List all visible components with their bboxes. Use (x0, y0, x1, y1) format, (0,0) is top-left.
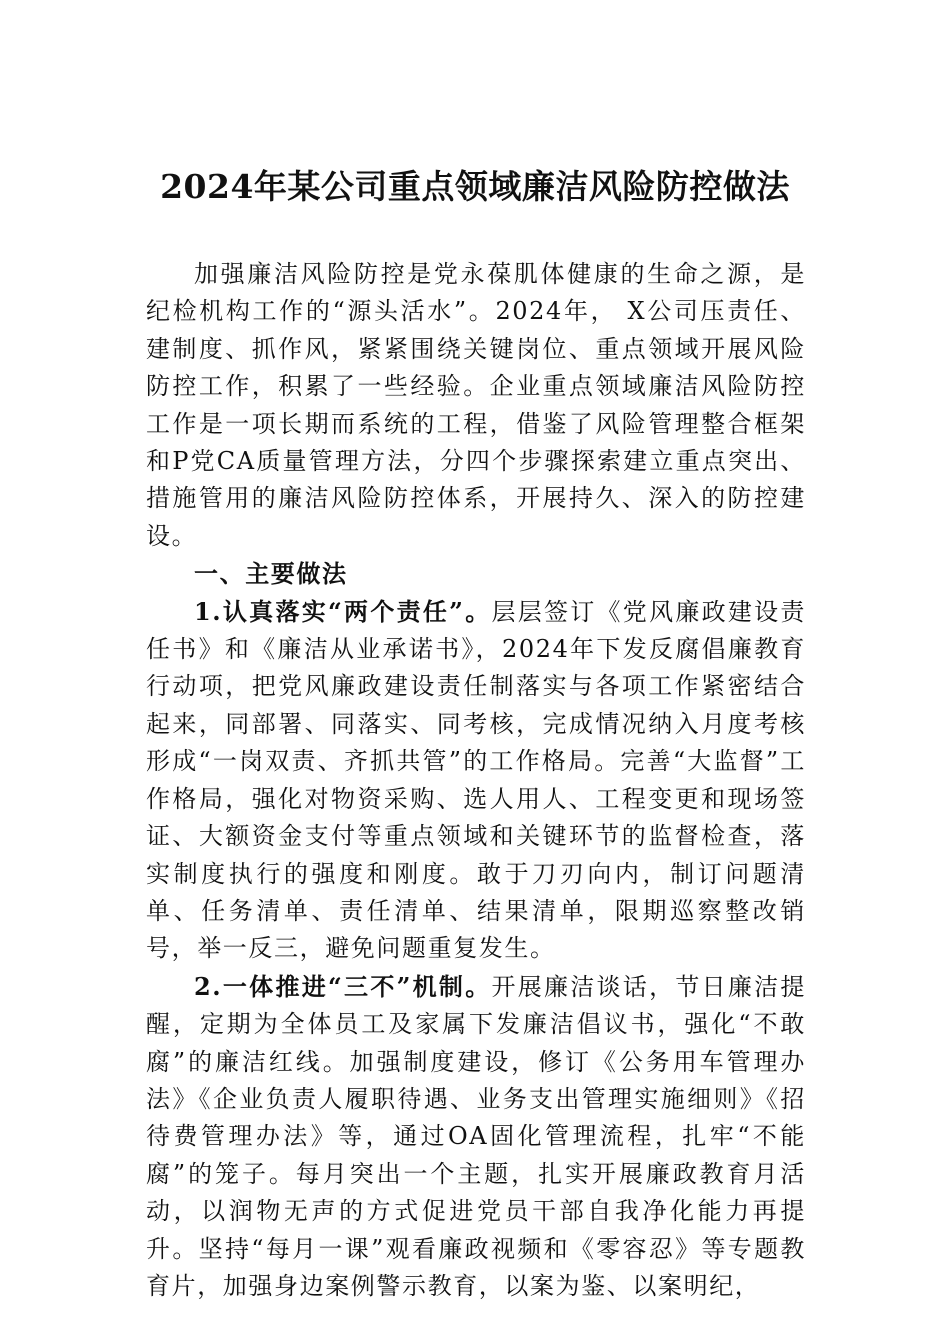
item-2-lead: 2.一体推进“三不”机制。 (194, 971, 492, 1001)
item-2-text: 开展廉洁谈话，节日廉洁提醒，定期为全体员工及家属下发廉洁倡议书，强化“不敢腐”的廉洁红线。加强制度建设，修订《公务用车管理办法》《企业负责人履职待遇、业务支出管理实施细则》《招待费管理办法》等，通过OA固化管理流程，扎牢“不能腐”的笼子。每月突出一个主题，扎实开展廉政教育月活动，以润物无声的方式促进党员干部自我净化能力再提升。坚持“每月一课”观看廉政视频和《零容忍》等专题教育片，加强身边案例警示教育，以案为鉴、以案明纪， (146, 972, 806, 1300)
intro-paragraph: 加强廉洁风险防控是党永葆肌体健康的生命之源，是纪检机构工作的“源头活水”。2024年， X公司压责任、建制度、抓作风，紧紧围绕关键岗位、重点领域开展风险防控工作，积累了一些经验。企业重点领域廉洁风险防控工作是一项长期而系统的工程，借鉴了风险管理整合框架和P党CA质量管理方法，分四个步骤探索建立重点突出、措施管用的廉洁风险防控体系，开展持久、深入的防控建设。 (146, 260, 806, 550)
document-title: 2024年某公司重点领域廉洁风险防控做法 (160, 167, 790, 206)
item-1-paragraph (146, 593, 806, 968)
item-1-lead: 1.认真落实“两个责任”。 (194, 596, 492, 626)
document-body (146, 256, 806, 1305)
item-1-text: 层层签订《党风廉政建设责任书》和《廉洁从业承诺书》，2024年下发反腐倡廉教育行动项，把党风廉政建设责任制落实与各项工作紧密结合起来，同部署、同落实、同考核，完成情况纳入月度考核形成“一岗双责、齐抓共管”的工作格局。完善“大监督”工作格局，强化对物资采购、选人用人、工程变更和现场签证、大额资金支付等重点领域和关键环节的监督检查，落实制度执行的强度和刚度。敢于刀刃向内，制订问题清单、任务清单、责任清单、结果清单，限期巡察整改销号，举一反三，避免问题重复发生。 (146, 597, 806, 963)
item-2-paragraph (146, 968, 806, 1306)
section-heading-main-practices: 一、主要做法 (194, 559, 348, 589)
